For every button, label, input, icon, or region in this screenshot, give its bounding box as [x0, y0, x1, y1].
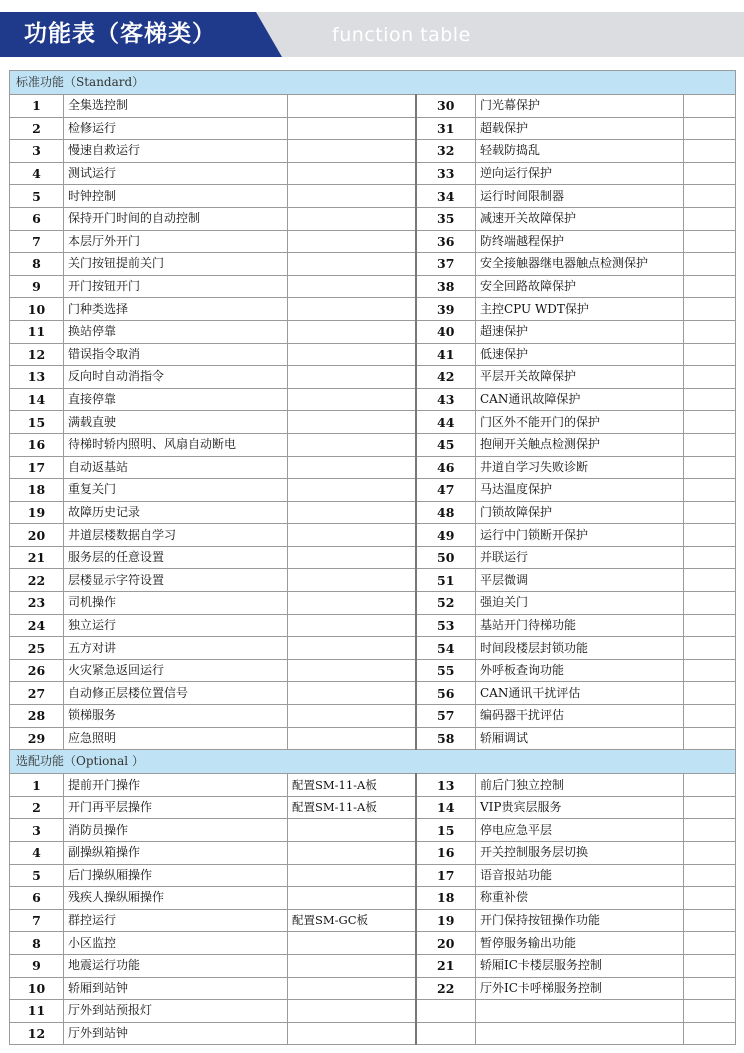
optional-section-header — [10, 750, 736, 774]
function-note — [684, 909, 736, 932]
function-note: 配置SM-11-A板 — [288, 796, 416, 819]
table-row — [10, 411, 736, 434]
table-row — [10, 842, 736, 865]
function-note — [288, 932, 416, 955]
table-row — [10, 320, 736, 343]
function-number: 16 — [10, 433, 64, 456]
table-row — [10, 366, 736, 389]
function-number: 22 — [10, 569, 64, 592]
function-number: 41 — [416, 343, 476, 366]
table-row — [10, 819, 736, 842]
function-number: 18 — [10, 479, 64, 502]
function-number: 13 — [10, 366, 64, 389]
function-note — [288, 659, 416, 682]
function-note — [684, 343, 736, 366]
function-note — [684, 614, 736, 637]
function-note — [288, 95, 416, 118]
function-name: 五方对讲 — [64, 637, 288, 660]
function-number: 43 — [416, 388, 476, 411]
function-name: 消防员操作 — [64, 819, 288, 842]
function-number: 26 — [10, 659, 64, 682]
function-name — [476, 1000, 684, 1023]
function-number: 6 — [10, 207, 64, 230]
function-name: 停电应急平层 — [476, 819, 684, 842]
function-note — [288, 275, 416, 298]
function-note — [288, 592, 416, 615]
function-name: 强迫关门 — [476, 592, 684, 615]
function-name: 轿厢到站钟 — [64, 977, 288, 1000]
function-note — [684, 659, 736, 682]
function-name: 称重补偿 — [476, 887, 684, 910]
function-name: 残疾人操纵厢操作 — [64, 887, 288, 910]
table-row — [10, 705, 736, 728]
function-number: 3 — [10, 140, 64, 163]
function-number: 19 — [416, 909, 476, 932]
function-name: 应急照明 — [64, 727, 288, 750]
table-row — [10, 932, 736, 955]
function-number: 21 — [416, 954, 476, 977]
function-number: 5 — [10, 864, 64, 887]
function-name: 安全回路故障保护 — [476, 275, 684, 298]
function-note — [684, 298, 736, 321]
function-note — [684, 117, 736, 140]
function-note — [288, 546, 416, 569]
function-number: 2 — [10, 796, 64, 819]
function-note — [684, 185, 736, 208]
function-note — [684, 501, 736, 524]
function-number: 21 — [10, 546, 64, 569]
function-note — [288, 864, 416, 887]
table-row — [10, 185, 736, 208]
function-note — [684, 1000, 736, 1023]
function-note — [288, 887, 416, 910]
table-row — [10, 140, 736, 163]
table-row — [10, 659, 736, 682]
function-name: 开门保持按钮操作功能 — [476, 909, 684, 932]
function-number: 14 — [10, 388, 64, 411]
function-number: 39 — [416, 298, 476, 321]
function-note — [684, 411, 736, 434]
function-name: 暂停服务输出功能 — [476, 932, 684, 955]
function-name: 锁梯服务 — [64, 705, 288, 728]
function-name: 逆向运行保护 — [476, 162, 684, 185]
function-number: 24 — [10, 614, 64, 637]
function-number: 9 — [10, 954, 64, 977]
function-name: 语音报站功能 — [476, 864, 684, 887]
function-number: 25 — [10, 637, 64, 660]
function-note — [288, 162, 416, 185]
function-name: 编码器干扰评估 — [476, 705, 684, 728]
function-name: 测试运行 — [64, 162, 288, 185]
function-name: 地震运行功能 — [64, 954, 288, 977]
table-row — [10, 774, 736, 797]
table-row — [10, 569, 736, 592]
function-name: 厅外到站预报灯 — [64, 1000, 288, 1023]
function-number: 50 — [416, 546, 476, 569]
function-name: 副操纵箱操作 — [64, 842, 288, 865]
function-number: 37 — [416, 253, 476, 276]
table-row — [10, 207, 736, 230]
function-number: 30 — [416, 95, 476, 118]
table-row — [10, 864, 736, 887]
function-number: 5 — [10, 185, 64, 208]
function-note — [288, 501, 416, 524]
function-note — [684, 546, 736, 569]
function-number: 46 — [416, 456, 476, 479]
function-number: 15 — [10, 411, 64, 434]
table-row — [10, 592, 736, 615]
function-number: 4 — [10, 162, 64, 185]
function-name: 运行中门锁断开保护 — [476, 524, 684, 547]
function-number: 9 — [10, 275, 64, 298]
function-name: 本层厅外开门 — [64, 230, 288, 253]
function-note — [684, 479, 736, 502]
function-name: 保持开门时间的自动控制 — [64, 207, 288, 230]
function-note — [288, 366, 416, 389]
function-note — [684, 796, 736, 819]
function-note — [288, 727, 416, 750]
function-number: 51 — [416, 569, 476, 592]
function-number — [416, 1000, 476, 1023]
function-note — [288, 298, 416, 321]
table-row — [10, 117, 736, 140]
function-name: 外呼板查询功能 — [476, 659, 684, 682]
function-number: 12 — [10, 343, 64, 366]
function-note — [288, 456, 416, 479]
function-note — [684, 819, 736, 842]
function-note — [684, 320, 736, 343]
function-name: 前后门独立控制 — [476, 774, 684, 797]
function-number: 55 — [416, 659, 476, 682]
function-name: 井道自学习失败诊断 — [476, 456, 684, 479]
function-note — [684, 253, 736, 276]
function-name: 自动返基站 — [64, 456, 288, 479]
function-name: 马达温度保护 — [476, 479, 684, 502]
table-row — [10, 479, 736, 502]
function-note — [288, 705, 416, 728]
table-row — [10, 546, 736, 569]
function-note — [684, 887, 736, 910]
table-row — [10, 253, 736, 276]
function-number: 14 — [416, 796, 476, 819]
table-row — [10, 682, 736, 705]
page-title: 功能表（客梯类） — [24, 21, 216, 47]
function-name: 独立运行 — [64, 614, 288, 637]
function-name: CAN通讯故障保护 — [476, 388, 684, 411]
function-note — [288, 433, 416, 456]
function-name: 关门按钮提前关门 — [64, 253, 288, 276]
function-note — [288, 207, 416, 230]
function-note — [684, 524, 736, 547]
function-note — [684, 569, 736, 592]
function-note — [288, 117, 416, 140]
function-name: 轿厢调试 — [476, 727, 684, 750]
function-number: 32 — [416, 140, 476, 163]
function-note — [288, 343, 416, 366]
function-note — [288, 569, 416, 592]
function-note — [288, 1022, 416, 1045]
function-note — [288, 230, 416, 253]
function-number: 29 — [10, 727, 64, 750]
function-name: 开门按钮开门 — [64, 275, 288, 298]
function-name: CAN通讯干扰评估 — [476, 682, 684, 705]
function-number: 44 — [416, 411, 476, 434]
function-note — [684, 456, 736, 479]
function-number: 27 — [10, 682, 64, 705]
function-number: 45 — [416, 433, 476, 456]
function-name: 检修运行 — [64, 117, 288, 140]
function-number: 17 — [416, 864, 476, 887]
table-row — [10, 95, 736, 118]
function-note — [288, 1000, 416, 1023]
function-name: 减速开关故障保护 — [476, 207, 684, 230]
function-number: 47 — [416, 479, 476, 502]
function-note — [684, 774, 736, 797]
function-name: 自动修正层楼位置信号 — [64, 682, 288, 705]
function-number: 11 — [10, 1000, 64, 1023]
function-note — [288, 411, 416, 434]
function-name: 小区监控 — [64, 932, 288, 955]
function-table-wrap — [9, 70, 735, 1045]
function-name: 司机操作 — [64, 592, 288, 615]
function-note — [684, 230, 736, 253]
page-header — [0, 0, 744, 58]
function-name: 群控运行 — [64, 909, 288, 932]
function-number: 58 — [416, 727, 476, 750]
function-name: 门种类选择 — [64, 298, 288, 321]
function-number: 31 — [416, 117, 476, 140]
function-name: 主控CPU WDT保护 — [476, 298, 684, 321]
function-note — [684, 95, 736, 118]
table-row — [10, 727, 736, 750]
function-number: 7 — [10, 909, 64, 932]
function-note — [684, 954, 736, 977]
table-row — [10, 162, 736, 185]
function-name: 门锁故障保护 — [476, 501, 684, 524]
function-name: 时间段楼层封锁功能 — [476, 637, 684, 660]
table-row — [10, 275, 736, 298]
function-note — [288, 682, 416, 705]
function-note — [684, 275, 736, 298]
function-number: 11 — [10, 320, 64, 343]
function-number: 56 — [416, 682, 476, 705]
function-number: 10 — [10, 977, 64, 1000]
function-note — [684, 977, 736, 1000]
function-name: 层楼显示字符设置 — [64, 569, 288, 592]
function-number: 28 — [10, 705, 64, 728]
function-name: 低速保护 — [476, 343, 684, 366]
function-note — [684, 162, 736, 185]
function-name: 后门操纵厢操作 — [64, 864, 288, 887]
function-note — [288, 185, 416, 208]
function-note — [288, 524, 416, 547]
function-number: 1 — [10, 774, 64, 797]
function-name: 慢速自救运行 — [64, 140, 288, 163]
function-name: 厅外到站钟 — [64, 1022, 288, 1045]
function-note — [288, 614, 416, 637]
function-table — [9, 70, 736, 1045]
table-row — [10, 230, 736, 253]
function-name: VIP贵宾层服务 — [476, 796, 684, 819]
function-name: 超速保护 — [476, 320, 684, 343]
table-row — [10, 796, 736, 819]
function-number: 16 — [416, 842, 476, 865]
function-name: 门区外不能开门的保护 — [476, 411, 684, 434]
function-name: 满载直驶 — [64, 411, 288, 434]
function-number: 34 — [416, 185, 476, 208]
function-name: 安全接触器继电器触点检测保护 — [476, 253, 684, 276]
function-number: 38 — [416, 275, 476, 298]
function-note — [288, 819, 416, 842]
function-name: 抱闸开关触点检测保护 — [476, 433, 684, 456]
function-name: 轿厢IC卡楼层服务控制 — [476, 954, 684, 977]
function-name: 重复关门 — [64, 479, 288, 502]
function-note — [288, 253, 416, 276]
table-row — [10, 524, 736, 547]
function-number: 19 — [10, 501, 64, 524]
function-name: 直接停靠 — [64, 388, 288, 411]
function-number: 2 — [10, 117, 64, 140]
table-row — [10, 977, 736, 1000]
function-number: 3 — [10, 819, 64, 842]
table-row — [10, 343, 736, 366]
function-note — [288, 842, 416, 865]
function-note — [684, 140, 736, 163]
table-row — [10, 637, 736, 660]
function-note — [684, 932, 736, 955]
function-number: 36 — [416, 230, 476, 253]
table-row — [10, 909, 736, 932]
function-name: 轻载防捣乱 — [476, 140, 684, 163]
function-number: 18 — [416, 887, 476, 910]
function-name: 服务层的任意设置 — [64, 546, 288, 569]
function-number: 49 — [416, 524, 476, 547]
section-label: 选配功能（Optional ） — [10, 750, 736, 774]
function-number: 54 — [416, 637, 476, 660]
function-name: 火灾紧急返回运行 — [64, 659, 288, 682]
function-name: 平层微调 — [476, 569, 684, 592]
function-note — [288, 479, 416, 502]
function-number: 1 — [10, 95, 64, 118]
function-note — [684, 1022, 736, 1045]
table-row — [10, 388, 736, 411]
function-name: 时钟控制 — [64, 185, 288, 208]
function-number — [416, 1022, 476, 1045]
function-note: 配置SM-11-A板 — [288, 774, 416, 797]
table-row — [10, 1022, 736, 1045]
function-number: 8 — [10, 253, 64, 276]
function-number: 42 — [416, 366, 476, 389]
function-name: 故障历史记录 — [64, 501, 288, 524]
function-name: 换站停靠 — [64, 320, 288, 343]
function-note — [684, 705, 736, 728]
standard-section-header — [10, 71, 736, 95]
table-row — [10, 1000, 736, 1023]
function-name: 提前开门操作 — [64, 774, 288, 797]
function-note — [288, 954, 416, 977]
function-number: 4 — [10, 842, 64, 865]
table-row — [10, 501, 736, 524]
function-note — [288, 140, 416, 163]
function-note — [684, 842, 736, 865]
function-name — [476, 1022, 684, 1045]
function-name: 全集选控制 — [64, 95, 288, 118]
table-row — [10, 456, 736, 479]
table-row — [10, 433, 736, 456]
table-row — [10, 298, 736, 321]
function-name: 超载保护 — [476, 117, 684, 140]
function-note — [288, 977, 416, 1000]
function-number: 53 — [416, 614, 476, 637]
page-subtitle: function table — [332, 24, 471, 46]
function-name: 基站开门待梯功能 — [476, 614, 684, 637]
function-number: 13 — [416, 774, 476, 797]
function-note — [684, 682, 736, 705]
function-number: 35 — [416, 207, 476, 230]
function-number: 22 — [416, 977, 476, 1000]
function-number: 6 — [10, 887, 64, 910]
function-number: 15 — [416, 819, 476, 842]
function-number: 10 — [10, 298, 64, 321]
function-number: 20 — [416, 932, 476, 955]
function-number: 12 — [10, 1022, 64, 1045]
function-name: 待梯时轿内照明、风扇自动断电 — [64, 433, 288, 456]
function-name: 运行时间限制器 — [476, 185, 684, 208]
function-number: 33 — [416, 162, 476, 185]
function-name: 开门再平层操作 — [64, 796, 288, 819]
function-note: 配置SM-GC板 — [288, 909, 416, 932]
function-number: 57 — [416, 705, 476, 728]
function-name: 厅外IC卡呼梯服务控制 — [476, 977, 684, 1000]
function-note — [684, 366, 736, 389]
function-name: 井道层楼数据自学习 — [64, 524, 288, 547]
function-note — [684, 592, 736, 615]
function-note — [684, 388, 736, 411]
table-row — [10, 954, 736, 977]
function-note — [288, 388, 416, 411]
function-number: 17 — [10, 456, 64, 479]
function-name: 防终端越程保护 — [476, 230, 684, 253]
function-note — [288, 320, 416, 343]
function-number: 48 — [416, 501, 476, 524]
function-number: 7 — [10, 230, 64, 253]
function-name: 平层开关故障保护 — [476, 366, 684, 389]
function-note — [684, 433, 736, 456]
section-label: 标准功能（Standard） — [10, 71, 736, 95]
function-number: 23 — [10, 592, 64, 615]
table-row — [10, 887, 736, 910]
function-note — [684, 637, 736, 660]
function-number: 40 — [416, 320, 476, 343]
function-note — [684, 207, 736, 230]
function-name: 反向时自动消指令 — [64, 366, 288, 389]
function-number: 52 — [416, 592, 476, 615]
function-name: 错误指令取消 — [64, 343, 288, 366]
function-number: 20 — [10, 524, 64, 547]
function-name: 并联运行 — [476, 546, 684, 569]
function-note — [288, 637, 416, 660]
table-row — [10, 614, 736, 637]
function-note — [684, 727, 736, 750]
function-name: 开关控制服务层切换 — [476, 842, 684, 865]
function-number: 8 — [10, 932, 64, 955]
function-note — [684, 864, 736, 887]
function-name: 门光幕保护 — [476, 95, 684, 118]
